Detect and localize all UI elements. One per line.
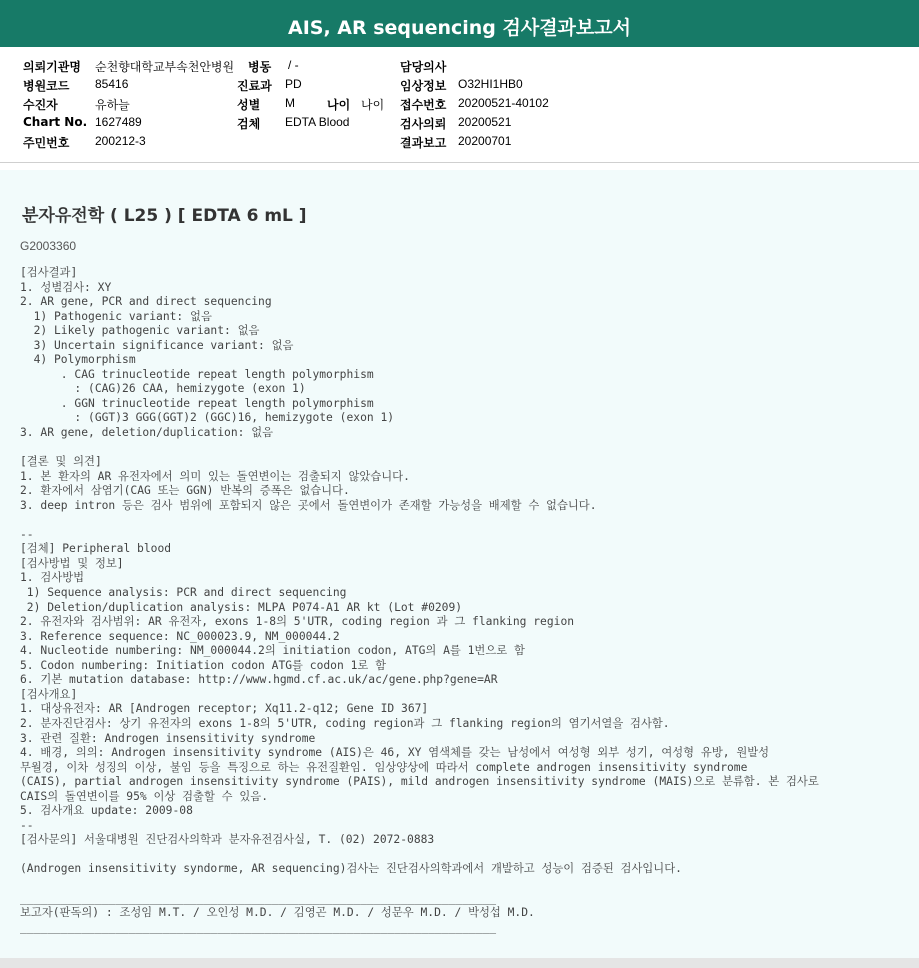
examinee-value: 유하늘 xyxy=(95,98,130,112)
resident-number-value: 200212-3 xyxy=(95,134,146,148)
report-date-label: 결과보고 xyxy=(400,136,447,150)
sex-label: 성별 xyxy=(237,98,261,112)
ward-value: / - xyxy=(288,58,299,72)
section-title: 분자유전학 ( L25 ) [ EDTA 6 mL ] xyxy=(22,206,307,226)
report-content xyxy=(0,170,919,958)
page-title: AIS, AR sequencing 검사결과보고서 xyxy=(288,17,631,39)
sex-value: M xyxy=(285,96,295,110)
clinical-info-value: O32HI1HB0 xyxy=(458,77,523,91)
report-title-bar xyxy=(0,0,919,47)
report-body-text: [검사결과] 1. 성별검사: XY 2. AR gene, PCR and direct sequencing 1) Pathogenic variant: 없음 2) Likely pathogenic variant: 없음 3) Uncertain significance variant: 없음 4) Polymorphism . CAG trinucleotide repeat length polymorphism : (CAG)26 CAA, hemizygote (exon 1) . GGN trinucleotide repeat length polymorphism : (GGT)3 GGG(GGT)2 (GGC)16, hemizygote (exon 1) 3. AR gene, deletion/duplication: 없음 [결론 및 의견] 1. 본 환자의 AR 유전자에서 의미 있는 돌연변이는 검출되지 않았습니다. 2. 환자에서 삼염기(CAG 또는 GGN) 반복의 증폭은 없습니다. 3. deep intron 등은 검사 범위에 포함되지 않은 곳에서 돌연변이가 존재할 가능성을 배제할 수 없습니다. -- [검체] Peripheral blood [검사방법 및 정보] 1. 검사방법 1) Sequence analysis: PCR and direct sequencing 2) Deletion/duplication analysis: MLPA P074-A1 AR kt (Lot #0209) 2. 유전자와 검사범위: AR 유전자, exons 1-8의 5'UTR, coding region 과 그 flanking region 3. Reference sequence: NC_000023.9, NM_000044.2 4. Nucleotide numbering: NM_000044.2의 initiation codon, ATG의 A를 1번으로 함 5. Codon numbering: Initiation codon ATG를 codon 1로 함 6. 기본 mutation database: http://www.hgmd.cf.ac.uk/ac/gene.php?gene=AR [검사개요] 1. 대상유전자: AR [Androgen receptor; Xq11.2-q12; Gene ID 367] 2. 분자진단검사: 상기 유전자의 exons 1-8의 5'UTR, coding region과 그 flanking region의 염기서열을 검사함. 3. 관련 질환: Androgen insensitivity syndrome 4. 배경, 의의: Androgen insensitivity syndrome (AIS)은 46, XY 염색체를 갖는 남성에서 여성형 외부 성기, 여성형 유방, 원발성 무월경, 이차 성징의 이상, 불임 등을 특징으로 하는 유전질환임. 임상양상에 따라서 complete androgen insensitivity syndrome (CAIS), partial androgen insensitivity syndrome (PAIS), mild androgen insensitivity syndrome (MAIS)으로 분류함. 본 검사로 CAIS의 돌연변이를 95% 이상 검출할 수 있음. 5. 검사개요 update: 2009-08 -- [검사문의] 서울대병원 진단검사의학과 분자유전검사실, T. (02) 2072-0883 (Androgen insensitivity syndorme, AR sequencing)검사는 진단검사의학과에서 개발하고 성능이 검증된 검사입니다. ______________________________________________________________________ 보고자(판독의) : 조성임 M.T. / 오인성 M.D. / 김영곤 M.D. / 성문우 M.D. / 박성섭 M.D. ______________________________________________________________________ xyxy=(20,266,819,934)
age-value: 나이 xyxy=(361,98,385,112)
physician-label: 담당의사 xyxy=(400,60,447,74)
patient-info-header xyxy=(0,47,919,163)
department-label: 진료과 xyxy=(237,79,272,93)
hospital-code-value: 85416 xyxy=(95,77,129,91)
age-label: 나이 xyxy=(327,98,351,112)
examinee-label: 수진자 xyxy=(23,98,58,112)
department-value: PD xyxy=(285,77,302,91)
ward-label: 병동 xyxy=(248,60,272,74)
referring-institution-value: 순천향대학교부속천안병원 xyxy=(95,60,235,74)
bottom-scroll-area xyxy=(0,958,919,968)
request-date-label: 검사의뢰 xyxy=(400,117,447,131)
receipt-number-value: 20200521-40102 xyxy=(458,96,549,110)
chart-number-label: Chart No. xyxy=(23,115,88,129)
specimen-label: 검체 xyxy=(237,117,261,131)
specimen-id: G2003360 xyxy=(20,239,77,253)
request-date-value: 20200521 xyxy=(458,115,512,129)
chart-number-value: 1627489 xyxy=(95,115,142,129)
clinical-info-label: 임상정보 xyxy=(400,79,447,93)
receipt-number-label: 접수번호 xyxy=(400,98,447,112)
resident-number-label: 주민번호 xyxy=(23,136,70,150)
referring-institution-label: 의뢰기관명 xyxy=(23,60,81,74)
report-date-value: 20200701 xyxy=(458,134,512,148)
specimen-value: EDTA Blood xyxy=(285,115,350,129)
hospital-code-label: 병원코드 xyxy=(23,79,70,93)
